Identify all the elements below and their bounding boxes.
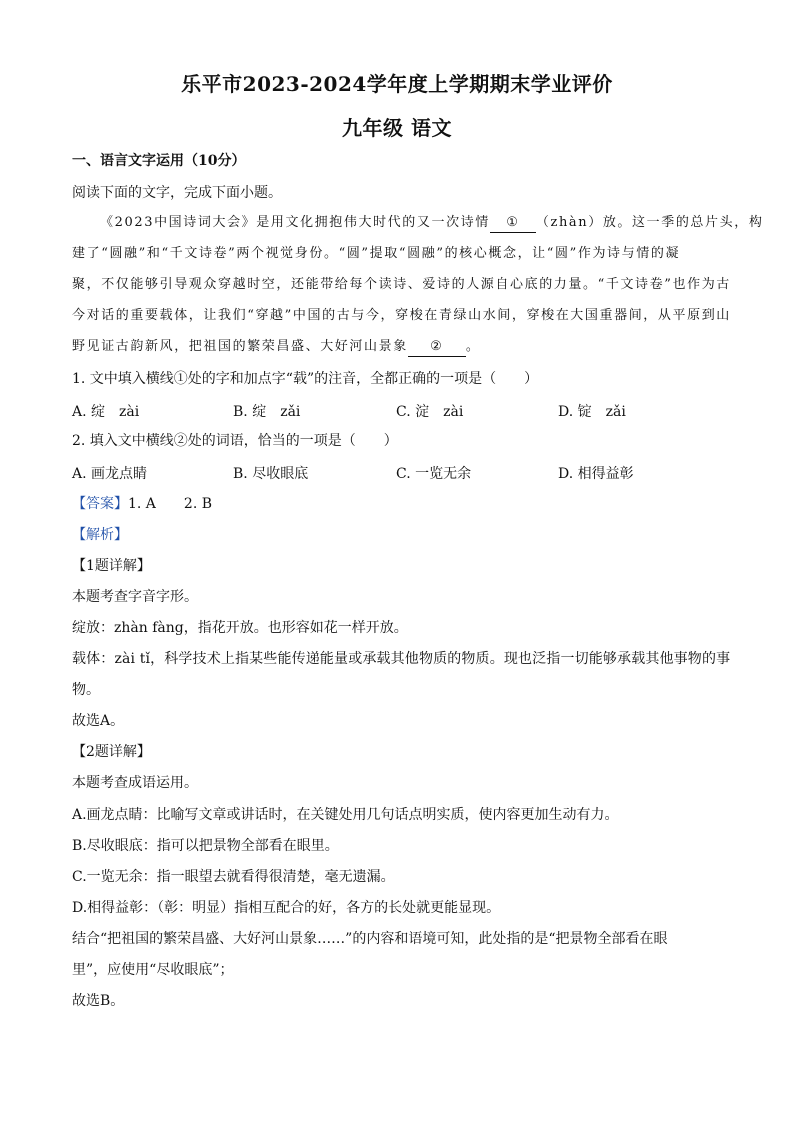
q2-detail-line: A.画龙点睛：比喻写文章或讲话时，在关键处用几句话点明实质，使内容更加生动有力。 xyxy=(72,807,619,823)
passage-line-1 xyxy=(100,214,764,233)
passage-line-3: 聚，不仅能够引导观众穿越时空，还能带给每个读诗、爱诗的人源自心底的力量。“千文诗卷”也作为古 xyxy=(72,277,731,292)
q2-option-c: C. 一览无余 xyxy=(396,466,472,482)
q2-detail-line: C.一览无余：指一眼望去就看得很清楚，毫无遗漏。 xyxy=(72,869,395,885)
q2-detail-line: 故选B。 xyxy=(72,993,125,1009)
q1-detail-line: 物。 xyxy=(72,682,100,698)
passage-line-5 xyxy=(72,338,720,357)
q1-detail-line: 绽放：zhàn fàng，指花开放。也形容如花一样开放。 xyxy=(72,620,408,636)
passage-line-4: 今对话的重要载体，让我们“穿越”中国的古与今，穿梭在青绿山水间，穿梭在大国重器间，从平原到山 xyxy=(72,308,731,323)
q1-detail-line: 本题考查字音字形。 xyxy=(72,589,198,605)
q2-option-a: A. 画龙点睛 xyxy=(72,466,148,482)
q1-option-d: D. 锭 zǎi xyxy=(558,404,626,420)
question-1-stem: 1. 文中填入横线①处的字和加点字“载”的注音，全都正确的一项是（ ） xyxy=(72,371,539,387)
q1-option-c: C. 淀 zài xyxy=(396,404,464,420)
passage-text: 。 xyxy=(465,339,481,354)
q2-detail-heading: 【2题详解】 xyxy=(72,744,151,760)
section-heading: 一、语言文字运用（10分） xyxy=(72,153,246,169)
answer-label: 【答案】 xyxy=(72,496,128,512)
q2-detail-line: 结合“把祖国的繁荣昌盛、大好河山景象……”的内容和语境可知，此处指的是“把景物全部看在眼 xyxy=(72,931,668,947)
answer-line xyxy=(72,495,212,513)
answer-value: 1. A 2. B xyxy=(128,496,213,512)
passage-line-2: 建了“圆融”和“千文诗卷”两个视觉身份。“圆”提取“圆融”的核心概念，让“圆”作为诗与情的凝 xyxy=(72,246,681,261)
passage-text: （zhàn）放。这一季的总片头，构 xyxy=(535,215,764,230)
passage-text: 野见证古韵新风，把祖国的繁荣昌盛、大好河山景象 xyxy=(72,339,408,354)
blank-1: ① xyxy=(490,214,536,233)
q2-detail-line: 里”，应使用“尽收眼底”； xyxy=(72,962,234,978)
q2-option-d: D. 相得益彰 xyxy=(558,466,634,482)
q2-detail-line: D.相得益彰：（彰：明显）指相互配合的好，各方的长处就更能显现。 xyxy=(72,900,501,916)
q1-detail-line: 载体：zài tǐ，科学技术上指某些能传递能量或承载其他物质的物质。现也泛指一切能够承载其他事物的事 xyxy=(72,651,731,667)
q2-detail-line: 本题考查成语运用。 xyxy=(72,775,198,791)
q2-option-b: B. 尽收眼底 xyxy=(233,466,309,482)
blank-2: ② xyxy=(408,338,466,357)
q2-detail-line: B.尽收眼底：指可以把景物全部看在眼里。 xyxy=(72,838,339,854)
instruction-text: 阅读下面的文字，完成下面小题。 xyxy=(72,185,282,201)
question-2-stem: 2. 填入文中横线②处的词语，恰当的一项是（ ） xyxy=(72,433,398,449)
q1-option-a: A. 绽 zài xyxy=(72,404,140,420)
page-title: 乐平市2023-2024学年度上学期期末学业评价 xyxy=(181,72,613,96)
q1-detail-heading: 【1题详解】 xyxy=(72,558,151,574)
q1-option-b: B. 绽 zǎi xyxy=(233,404,301,420)
page-subtitle: 九年级 语文 xyxy=(342,116,452,140)
q1-detail-line: 故选A。 xyxy=(72,713,125,729)
passage-text: 《2023中国诗词大会》是用文化拥抱伟大时代的又一次诗情 xyxy=(100,215,490,230)
analysis-label: 【解析】 xyxy=(72,527,128,543)
